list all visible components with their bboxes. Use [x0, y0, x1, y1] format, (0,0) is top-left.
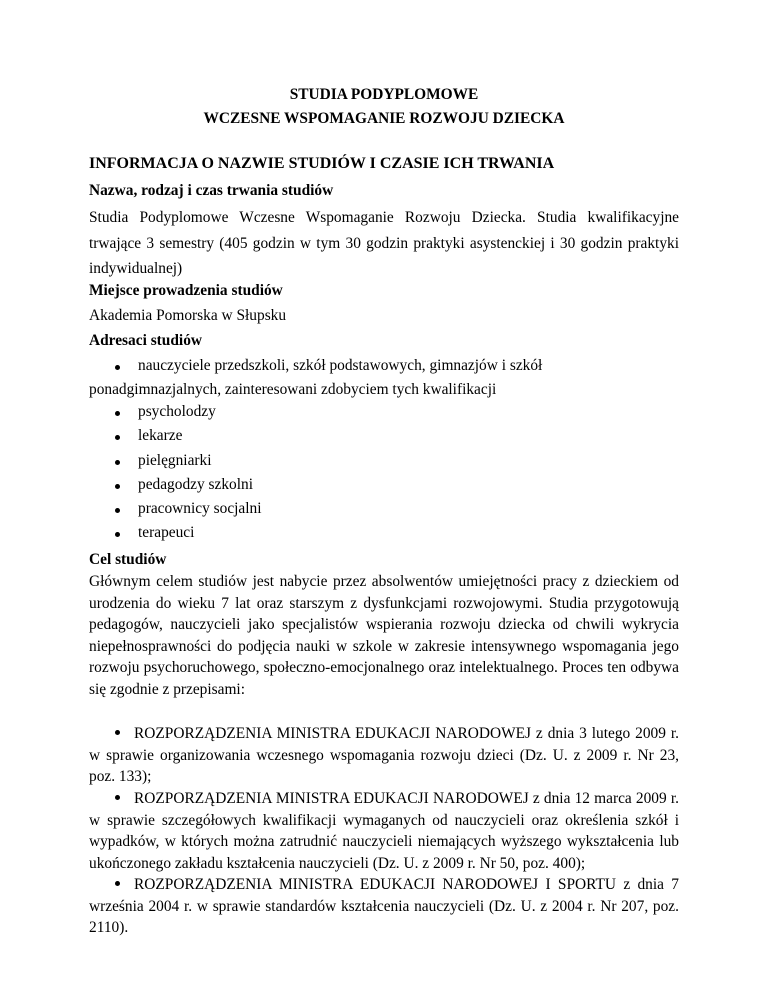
regulation-text: ROZPORZĄDZENIA MINISTRA EDUKACJI NARODOWEJ z dnia 3 lutego 2009 r. w sprawie organizowania wczesnego wspomagania rozwoju dzieci (Dz. U. z 2009 r. Nr 23, poz. 133); — [89, 725, 679, 786]
bullet-icon — [115, 730, 120, 735]
section-heading-info: INFORMACJA O NAZWIE STUDIÓW I CZASIE ICH TRWANIA — [89, 155, 555, 172]
bullet-icon — [115, 508, 120, 513]
document-title-line2: WCZESNE WSPOMAGANIE ROZWOJU DZIECKA — [203, 110, 565, 127]
bullet-icon — [115, 411, 120, 416]
regulation-text: ROZPORZĄDZENIA MINISTRA EDUKACJI NARODOWEJ I SPORTU z dnia 7 września 2004 r. w sprawie standardów kształcenia nauczycieli (Dz. U. z 2004 r. Nr 207, poz. 2110). — [89, 876, 679, 937]
document-title-line1: STUDIA PODYPLOMOWE — [289, 86, 479, 103]
list-item-text: terapeuci — [138, 524, 195, 541]
bullet-icon — [115, 460, 120, 465]
bullet-icon — [115, 881, 120, 886]
regulation-item — [89, 723, 679, 788]
list-item-text: pedagodzy szkolni — [138, 476, 253, 493]
bullet-icon — [115, 795, 120, 800]
list-item-text: pielęgniarki — [138, 452, 212, 469]
list-item-text: lekarze — [138, 427, 183, 444]
list-item-text: psycholodzy — [138, 403, 216, 420]
regulation-item — [89, 874, 679, 939]
paragraph-miejsce: Akademia Pomorska w Słupsku — [89, 307, 287, 324]
list-item-continuation: ponadgimnazjalnych, zainteresowani zdobyciem tych kwalifikacji — [89, 381, 497, 398]
paragraph-nazwa: Studia Podyplomowe Wczesne Wspomaganie Rozwoju Dziecka. Studia kwalifikacyjne trwające 3 semestry (405 godzin w tym 30 godzin praktyki asystenckiej i 30 godzin praktyki indywidualnej) — [89, 209, 679, 278]
regulation-text: ROZPORZĄDZENIA MINISTRA EDUKACJI NARODOWEJ z dnia 12 marca 2009 r. w sprawie szczegółowych kwalifikacji wymaganych od nauczycieli oraz określenia szkół i wypadków, w których można zatrudnić nauczycieli niemających wyższego wykształcenia lub ukończonego zakładu kształcenia nauczycieli (Dz. U. z 2009 r. Nr 50, poz. 400); — [89, 790, 679, 872]
regulation-item — [89, 788, 679, 874]
list-item-text: pracownicy socjalni — [138, 500, 262, 517]
bullet-icon — [115, 532, 120, 537]
list-item-text: nauczyciele przedszkoli, szkół podstawowych, gimnazjów i szkół — [138, 357, 543, 374]
bullet-icon — [115, 435, 120, 440]
heading-nazwa: Nazwa, rodzaj i czas trwania studiów — [89, 182, 334, 199]
bullet-icon — [115, 365, 120, 370]
heading-cel: Cel studiów — [89, 551, 167, 568]
paragraph-cel: Głównym celem studiów jest nabycie przez absolwentów umiejętności pracy z dzieckiem od urodzenia do wieku 7 lat oraz starszym z dysfunkcjami rozwojowymi. Studia przygotowują pedagogów, nauczycieli jako specjalistów wspierania rozwoju dziecka od chwili wykrycia niepełnosprawności do podjęcia nauki w szkole w zakresie intensywnego wspomagania jego rozwoju psychoruchowego, społeczno-emocjonalnego oraz intelektualnego. Proces ten odbywa się zgodnie z przepisami: — [89, 573, 679, 698]
heading-adresaci: Adresaci studiów — [89, 332, 203, 349]
heading-miejsce: Miejsce prowadzenia studiów — [89, 282, 283, 299]
bullet-icon — [115, 484, 120, 489]
